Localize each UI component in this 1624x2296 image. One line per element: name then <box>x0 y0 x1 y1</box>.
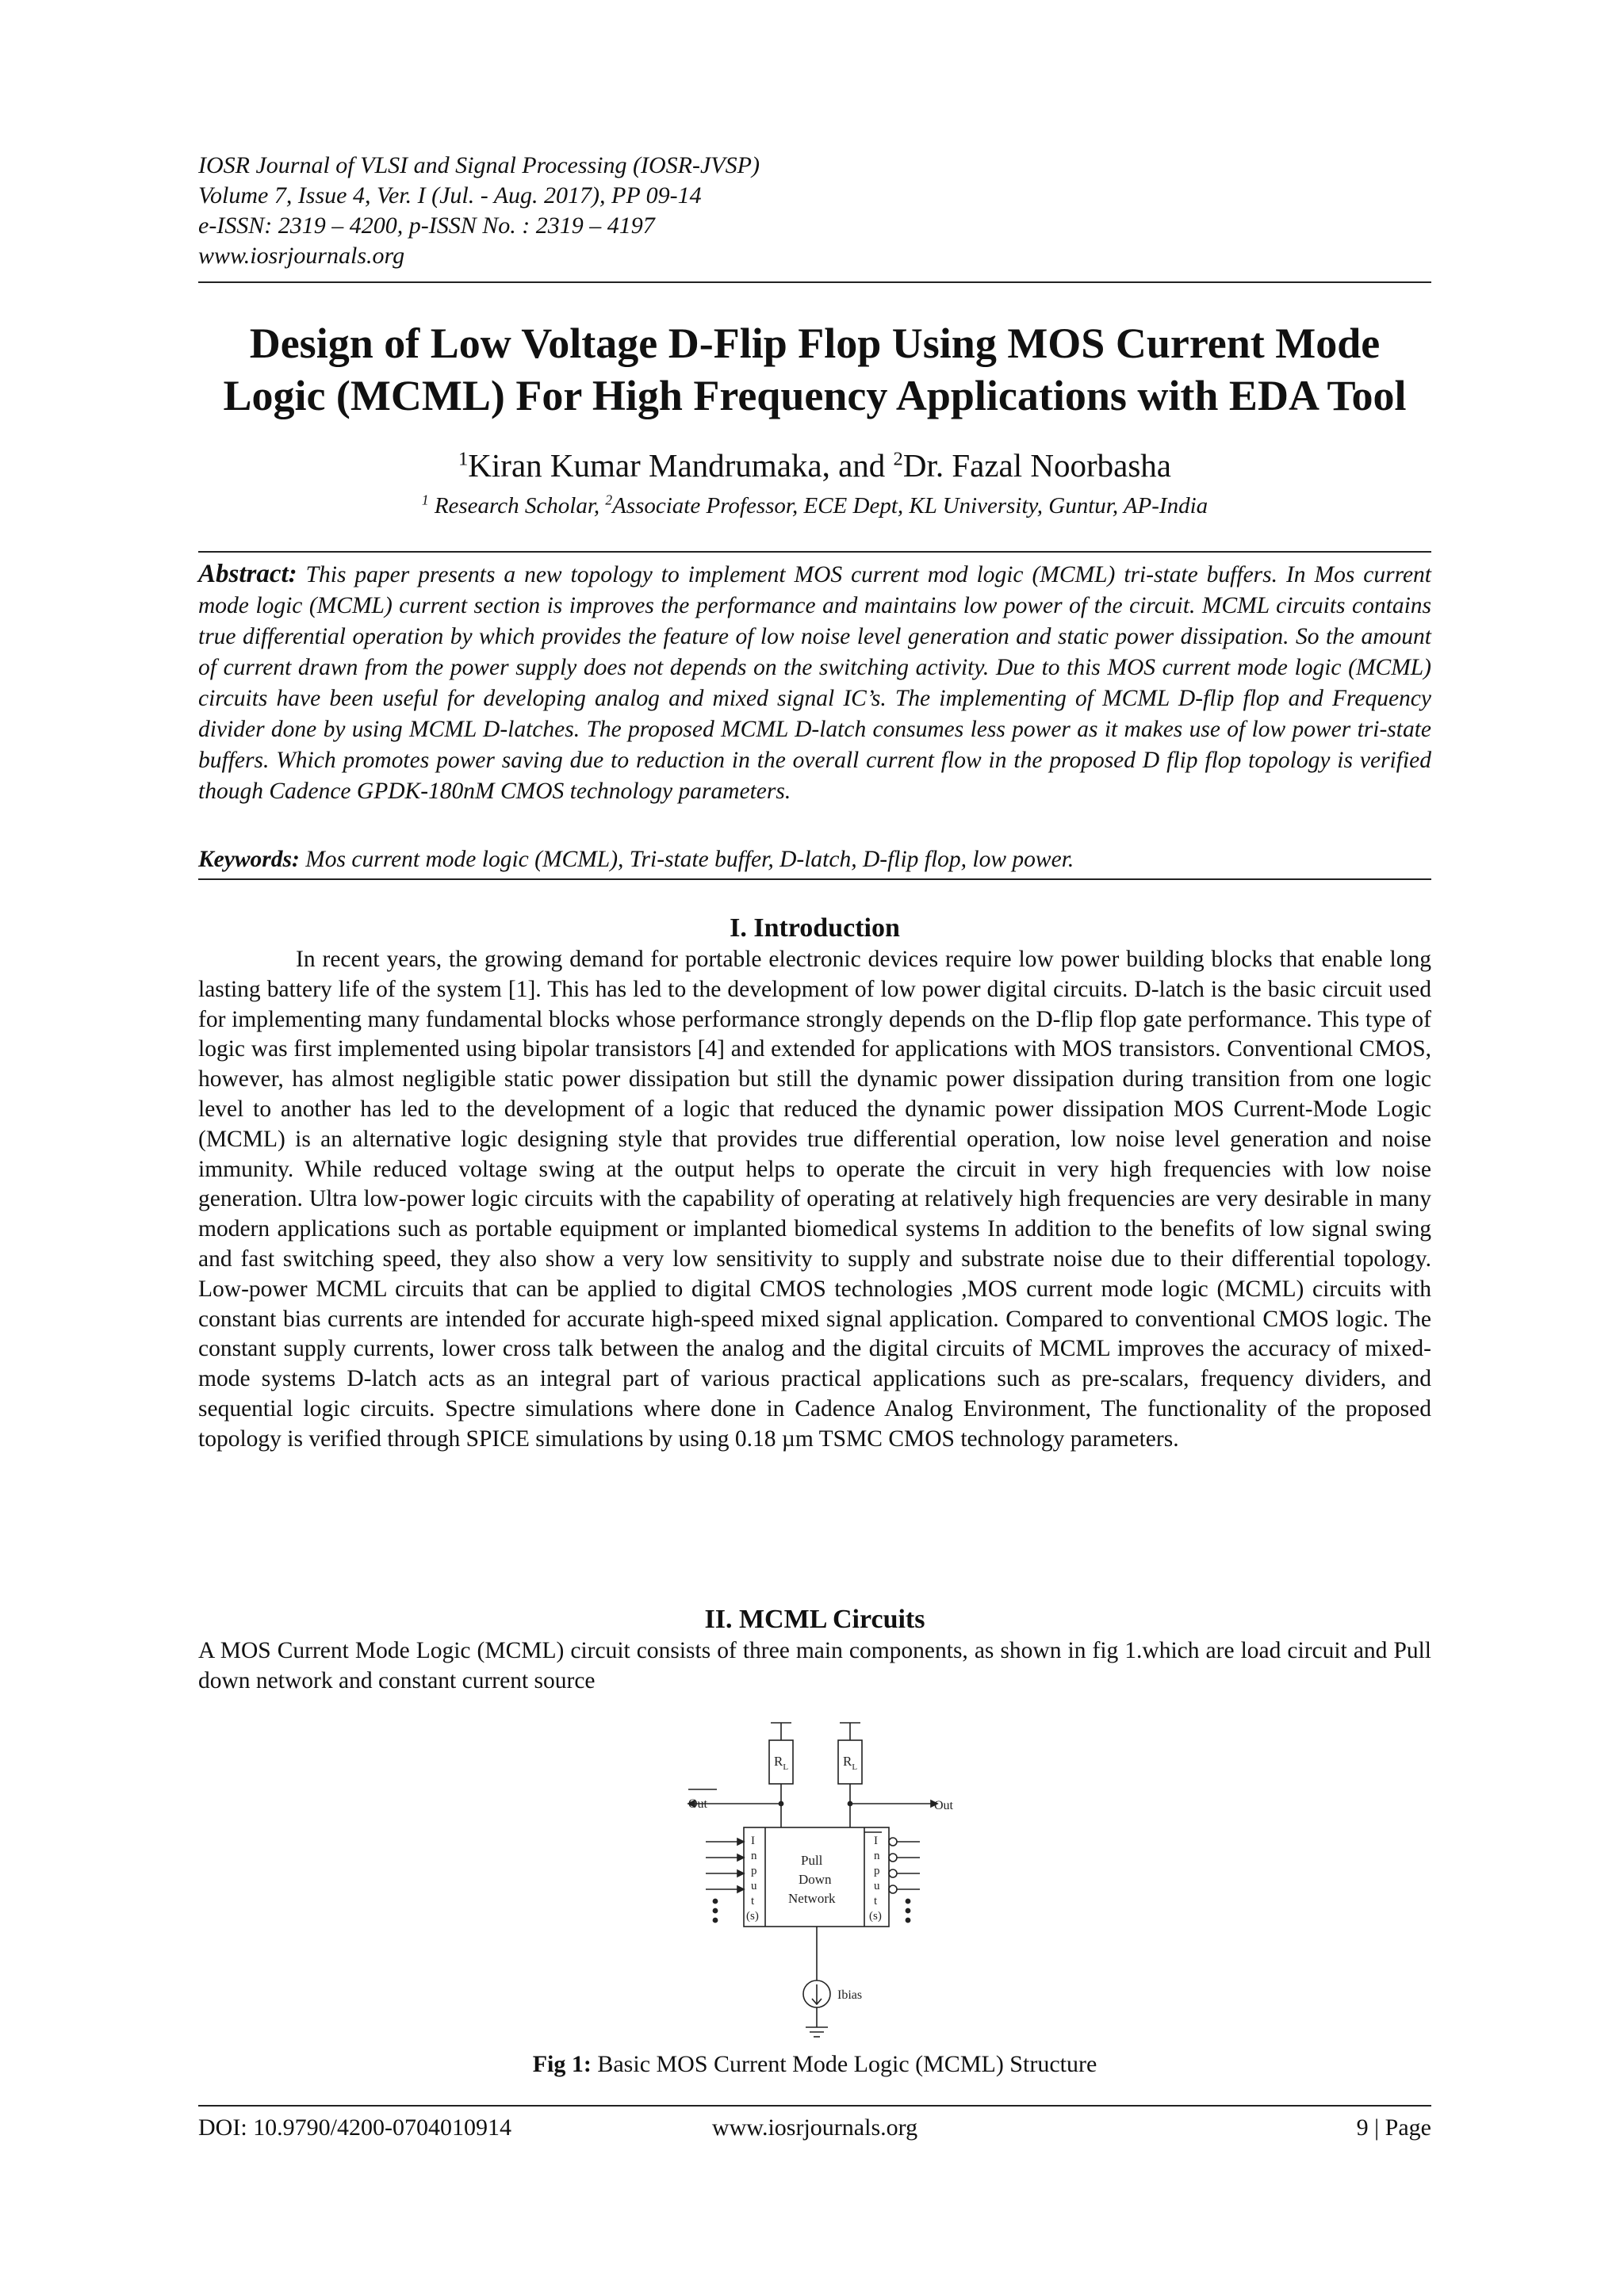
figure-caption <box>198 2049 1431 2080</box>
svg-text:p: p <box>874 1865 880 1877</box>
block-label-3: Network <box>788 1891 836 1906</box>
svg-text:I: I <box>751 1835 755 1847</box>
author1-name: Kiran Kumar Mandrumaka, and <box>468 447 894 484</box>
svg-text:(s): (s) <box>746 1910 759 1923</box>
affil2-sup: 2 <box>605 492 613 508</box>
author-line <box>198 446 1431 485</box>
section2-heading: II. MCML Circuits <box>704 1605 925 1634</box>
affil1-sup: 1 <box>421 492 429 508</box>
node-left <box>779 1801 783 1805</box>
author1-sup: 1 <box>458 448 469 470</box>
abstract-top-divider <box>198 551 1431 553</box>
affil1-text: Research Scholar, <box>428 493 606 519</box>
input-right-label <box>869 1835 882 1923</box>
abstract <box>198 559 1431 807</box>
keywords <box>198 844 1431 875</box>
section1-heading: I. Introduction <box>730 913 900 943</box>
out-bar-label: Out <box>688 1797 707 1811</box>
mcml-structure-diagram <box>682 1709 959 2057</box>
rl-left-label: $R_L$ <box>774 1754 789 1772</box>
svg-text:(s): (s) <box>869 1910 882 1923</box>
block-label-1: Pull <box>801 1853 823 1868</box>
right-input-bubbles <box>889 1838 920 1923</box>
footer-website: www.iosrjournals.org <box>711 2114 918 2141</box>
input-left-label <box>746 1835 759 1923</box>
affiliation-line <box>198 492 1431 520</box>
out-label: Out <box>934 1799 953 1812</box>
abstract-label: Abstract: <box>198 560 297 588</box>
svg-text:n: n <box>751 1850 757 1862</box>
author2-name: Dr. Fazal Noorbasha <box>902 447 1171 484</box>
svg-text:n: n <box>874 1850 880 1862</box>
svg-text:u: u <box>874 1880 880 1892</box>
author2-sup: 2 <box>893 448 903 470</box>
keywords-label: Keywords: <box>198 847 300 872</box>
header-divider <box>198 281 1431 283</box>
abstract-bottom-divider <box>198 878 1431 880</box>
section1-body: In recent years, the growing demand for portable electronic devices require low power building blocks that enable long lasting battery life of the system [1]. This has led to the development of low power digital circuits. D-latch is the basic circuit used for implementing many fundamental blocks whose performance strongly depends on the D-flip flop gate performance. This type of logic was first implemented using bipolar transistors [4] and extended for applications with MOS transistors. Conventional CMOS, however, has almost negligible static power dissipation but still the dynamic power dissipation during transition from one logic level to another has led to the development of a logic that reduced the dynamic power dissipation MOS Current-Mode Logic (MCML) is an alternative logic designing style that provides true differential operation, low noise level generation and noise immunity. While reduced voltage swing at the output helps to operate the circuit in very high frequencies with low noise generation. Ultra low-power logic circuits with the capability of operating at relatively high frequencies are very desirable in many modern applications such as portable equipment or implanted biomedical systems In addition to the benefits of low signal swing and fast switching speed, they also show a very low sensitivity to supply and substrate noise due to their differential topology. Low-power MCML circuits that can be applied to digital CMOS technologies ,MOS current mode logic (MCML) circuits with constant bias currents are intended for accurate high-speed mixed signal application. Compared to conventional CMOS logic. The constant supply currents, lower cross talk between the analog and the digital circuits of MCML improves the accuracy of mixed-mode systems D-latch acts as an integral part of various practical applications such as pre-scalars, frequency dividers, and sequential logic circuits. Spectre simulations where done in Cadence Analog Environment, The functionality of the proposed topology is verified through SPICE simulations by using 0.18 µm TSMC CMOS technology parameters. <box>198 947 1431 1452</box>
svg-text:u: u <box>751 1880 757 1892</box>
affil2-text: Associate Professor, ECE Dept, KL University, Guntur, AP-India <box>612 493 1208 519</box>
keywords-text: Mos current mode logic (MCML), Tri-state buffer, D-latch, D-flip flop, low power. <box>299 847 1074 872</box>
rl-right-label: $R_L$ <box>843 1754 858 1772</box>
journal-header <box>198 151 1431 271</box>
footer-page-number: 9 | Page <box>1356 2114 1431 2141</box>
footer-doi: DOI: 10.9790/4200-0704010914 <box>198 2114 511 2141</box>
journal-issn: e-ISSN: 2319 – 4200, p-ISSN No. : 2319 – 4197 <box>198 212 655 239</box>
svg-text:I: I <box>874 1835 878 1847</box>
footer-divider <box>198 2105 1431 2107</box>
block-label-2: Down <box>799 1872 832 1887</box>
section2-body: A MOS Current Mode Logic (MCML) circuit consists of three main components, as shown in fig 1.which are load circuit and Pull down network and constant current source <box>198 1638 1431 1693</box>
journal-volume: Volume 7, Issue 4, Ver. I (Jul. - Aug. 2017), PP 09-14 <box>198 182 702 209</box>
caption-label: Fig 1: <box>532 2051 592 2077</box>
svg-text:t: t <box>874 1895 878 1908</box>
abstract-text: This paper presents a new topology to implement MOS current mod logic (MCML) tri-state buffers. In Mos current mode logic (MCML) current section is improves the performance and maintains low power of the circuit. MCML circuits contains true differential operation by which provides the feature of low noise level generation and static power dissipation. So the amount of current drawn from the power supply does not depends on the switching activity. Due to this MOS current mode logic (MCML) circuits have been useful for developing analog and mixed signal IC’s. The implementing of MCML D-flip flop and Frequency divider done by using MCML D-latches. The proposed MCML D-latch consumes less power as it makes use of low power tri-state buffers. Which promotes power saving due to reduction in the overall current flow in the proposed D flip flop topology is verified though Cadence GPDK-180nM CMOS technology parameters. <box>198 562 1431 804</box>
node-right <box>848 1801 852 1805</box>
ibias-label: Ibias <box>837 1988 863 2002</box>
paper-title: Design of Low Voltage D-Flip Flop Using MOS Current Mode Logic (MCML) For High Frequency Applications with EDA Tool <box>223 320 1407 419</box>
svg-text:p: p <box>751 1865 757 1877</box>
svg-text:t: t <box>751 1895 755 1908</box>
journal-website: www.iosrjournals.org <box>198 243 405 269</box>
left-input-arrows <box>706 1839 744 1923</box>
journal-name: IOSR Journal of VLSI and Signal Processing (IOSR-JVSP) <box>198 152 760 178</box>
caption-text: Basic MOS Current Mode Logic (MCML) Structure <box>591 2051 1097 2077</box>
